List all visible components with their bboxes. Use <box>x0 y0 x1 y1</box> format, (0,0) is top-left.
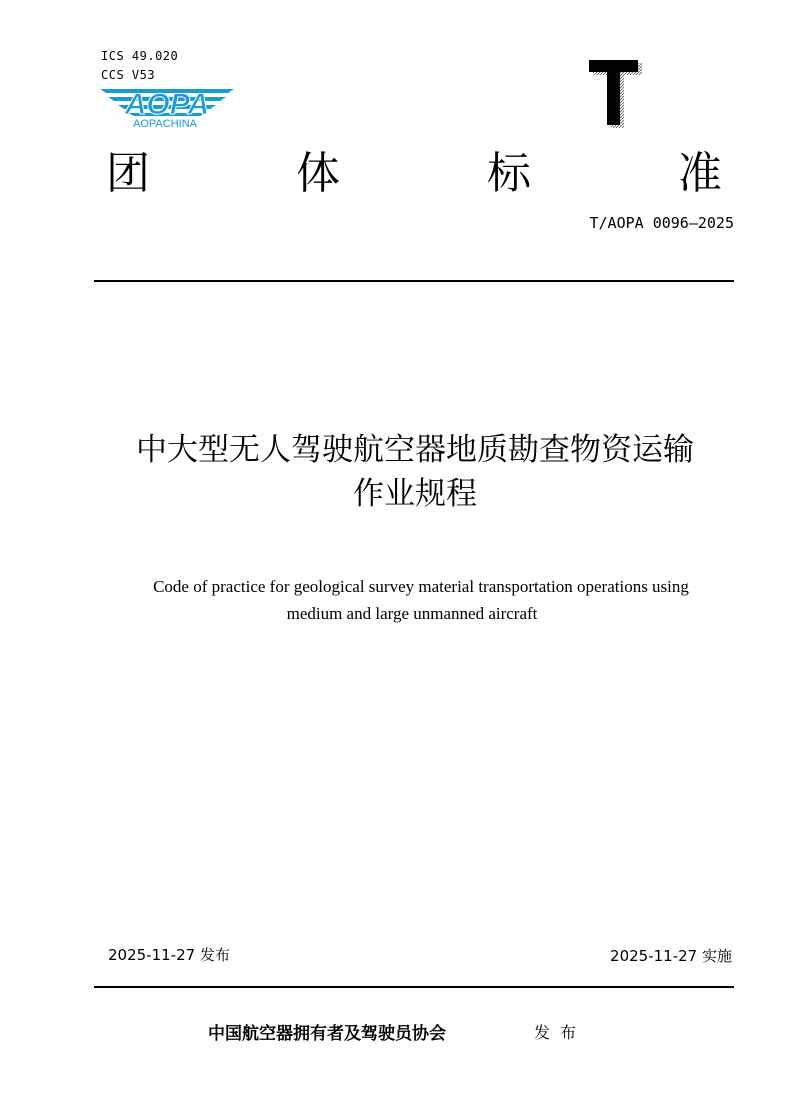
ccs-code: CCS V53 <box>101 68 156 82</box>
svg-text:AOPA: AOPA <box>124 88 210 121</box>
title-chinese-line-2: 作业规程 <box>353 476 477 512</box>
aopa-logo <box>100 84 235 130</box>
document-number: T/AOPA 0096—2025 <box>589 214 734 232</box>
implementation-date: 2025-11-27 实施 <box>610 947 732 965</box>
title-chinese-line-1: 中大型无人驾驶航空器地质勘查物资运输 <box>136 432 694 468</box>
publish-label: 发布 <box>534 1023 587 1042</box>
logo-subtitle: AOPACHINA <box>133 118 197 130</box>
standard-type-letter <box>580 56 646 130</box>
publisher-name: 中国航空器拥有者及驾驶员协会 <box>208 1024 446 1044</box>
standard-kind-char: 团 <box>106 148 150 199</box>
standard-kind-char: 体 <box>296 148 340 199</box>
issue-date: 2025-11-27 发布 <box>108 946 230 964</box>
title-english-line-1: Code of practice for geological survey material transportation operations using <box>153 577 689 596</box>
title-english-line-2: medium and large unmanned aircraft <box>286 604 538 623</box>
top-divider <box>94 280 734 282</box>
svg-text:T: T <box>612 116 614 117</box>
ics-code: ICS 49.020 <box>101 49 179 63</box>
standard-kind-char: 准 <box>678 148 722 199</box>
standard-kind-char: 标 <box>487 148 531 199</box>
bottom-divider <box>94 986 734 988</box>
